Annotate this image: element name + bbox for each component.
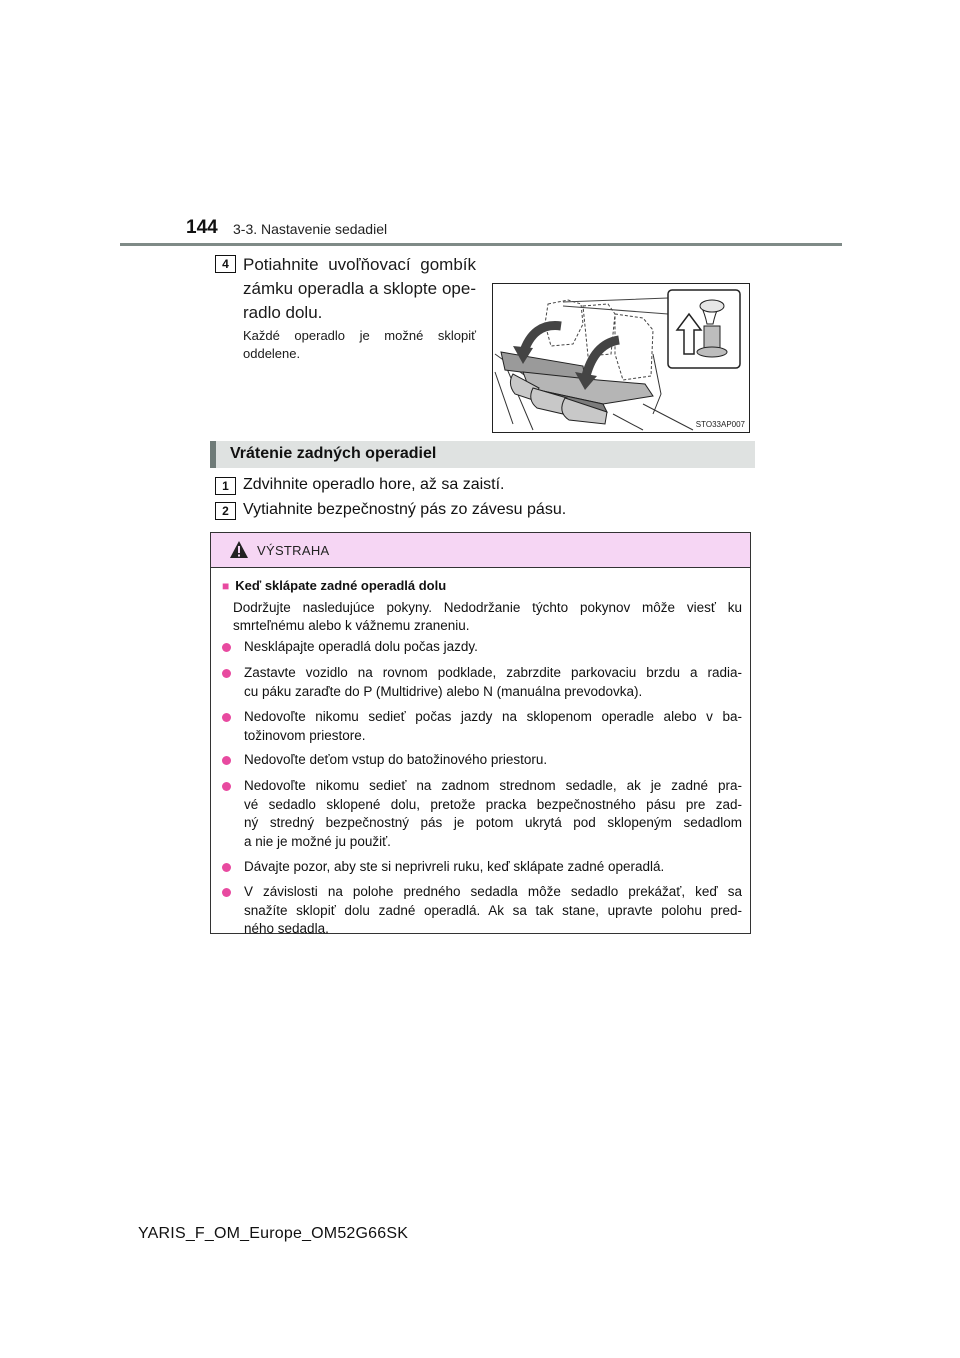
warning-triangle-icon: [229, 540, 249, 559]
bullet-line: snažíte sklopiť dolu zadné operadlá. Ak sa tak stane, upravte polohu pred-: [244, 902, 742, 918]
step-number-4: 4: [215, 255, 236, 273]
bullet-icon: [222, 756, 231, 765]
step4-line-2: zámku operadla a sklopte ope-: [243, 279, 476, 298]
warning-box: [210, 532, 751, 934]
warning-intro-line-2: smrteľnému alebo k vážnemu zraneniu.: [233, 618, 470, 633]
warning-bullet-2: [211, 664, 750, 701]
warning-bullet-7: [211, 883, 750, 939]
page-number: 144: [186, 217, 218, 238]
warning-bullet-3: [211, 708, 750, 745]
bullet-line: Nedovoľte nikomu sedieť počas jazdy na sklopenom operadle alebo v ba-: [244, 709, 742, 724]
bullet-line: cu páku zaraďte do P (Multidrive) alebo N (manuálna prevodovka).: [244, 683, 643, 699]
figure-code: STO33AP007: [695, 420, 745, 429]
bullet-line: ného sedadla.: [244, 921, 329, 936]
bullet-line: vé sedadlo sklopené dolu, pretože pracka bezpečnostného pásu pre zad-: [244, 796, 742, 812]
rear-seat-drawing: [493, 284, 749, 432]
warning-title-text: Keď sklápate zadné operadlá dolu: [235, 578, 447, 593]
warning-title: [222, 578, 446, 593]
warning-intro-line-1: Dodržujte nasledujúce pokyny. Nedodržanie týchto pokynov môže viesť ku: [233, 600, 742, 615]
bullet-line: Nedovoľte deťom vstup do batožinového priestoru.: [244, 752, 548, 767]
step4-line-3: radlo dolu.: [243, 303, 323, 322]
subsection-title-bar: [210, 441, 755, 468]
warning-bullet-5: [211, 777, 750, 851]
bullet-line: tožinovom priestore.: [244, 727, 366, 743]
bullet-line: Nedovoľte nikomu sedieť na zadnom strednom sedadle, ak je zadné pra-: [244, 778, 742, 793]
step-number-2: 2: [215, 502, 236, 520]
bullet-line: ný stredný bezpečnostný pás je potom ukrytá pod sklopeným sedadlom: [244, 815, 742, 830]
bullet-line: a nie je možné ju použiť.: [244, 833, 391, 849]
step4-line-1: Potiahnite uvoľňovací gombík: [243, 255, 476, 274]
warning-bullet-1: [211, 638, 750, 657]
bullet-icon: [222, 863, 231, 872]
warning-header: [211, 533, 750, 568]
header-divider: [120, 243, 842, 246]
warning-bullet-6: [211, 858, 750, 877]
bullet-line: Nesklápajte operadlá dolu počas jazdy.: [244, 639, 478, 654]
pink-square-icon: ■: [222, 579, 230, 593]
step1-text: Zdvihnite operadlo hore, až sa zaistí.: [243, 476, 505, 493]
bullet-icon: [222, 888, 231, 897]
warning-bullet-4: [211, 751, 750, 770]
seat-fold-illustration: [492, 283, 750, 433]
bullet-icon: [222, 713, 231, 722]
step-number-1: 1: [215, 477, 236, 495]
step4-note-line-1: Každé operadlo je možné sklopiť: [243, 328, 476, 343]
warning-label: VÝSTRAHA: [257, 543, 330, 558]
step4-note-line-2: oddelene.: [243, 346, 301, 361]
bullet-line: V závislosti na polohe predného sedadla môže sedadlo prekážať, keď sa: [244, 884, 742, 899]
bullet-icon: [222, 782, 231, 791]
bullet-line: Dávajte pozor, aby ste si neprivreli ruku, keď sklápate zadné operadlá.: [244, 859, 665, 874]
bullet-icon: [222, 669, 231, 678]
subsection-title: Vrátenie zadných operadiel: [230, 445, 437, 462]
bullet-icon: [222, 643, 231, 652]
bullet-line: Zastavte vozidlo na rovnom podklade, zabrzdite parkovaciu brzdu a radia-: [244, 665, 742, 680]
step2-text: Vytiahnite bezpečnostný pás zo závesu pásu.: [243, 501, 567, 518]
section-header: 3-3. Nastavenie sedadiel: [233, 221, 388, 237]
document-footer: YARIS_F_OM_Europe_OM52G66SK: [138, 1225, 409, 1242]
